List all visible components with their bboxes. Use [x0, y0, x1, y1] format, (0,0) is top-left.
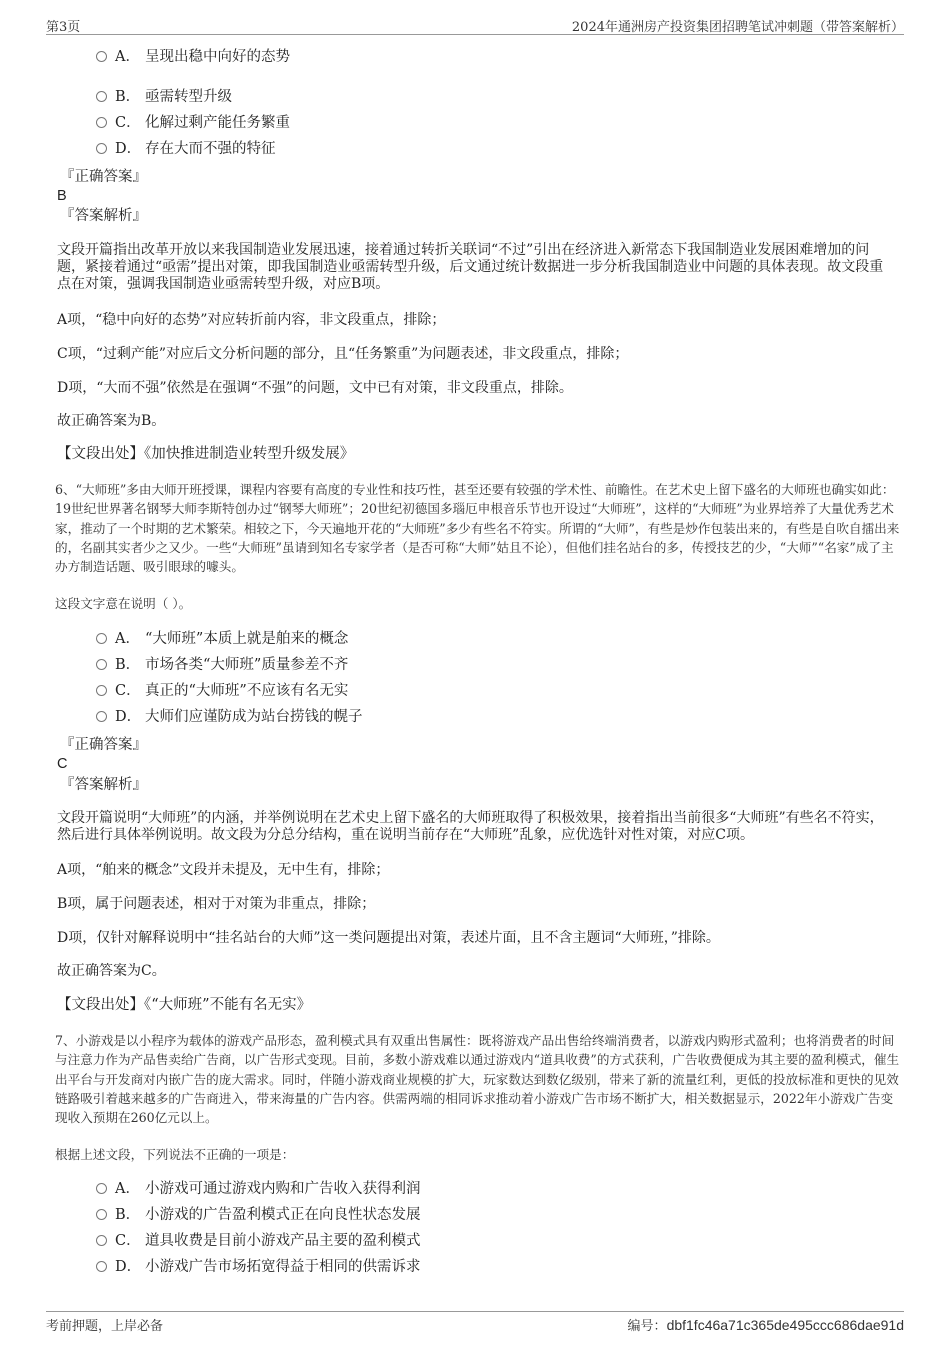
q5-option-c[interactable]: C． 化解过剩产能任务繁重 [96, 113, 290, 133]
q5-option-d[interactable]: D． 存在大而不强的特征 [96, 139, 276, 159]
radio-icon[interactable] [96, 51, 107, 62]
page-footer [46, 1311, 904, 1334]
radio-icon[interactable] [96, 659, 107, 670]
radio-icon[interactable] [96, 1235, 107, 1246]
page-header [46, 14, 904, 35]
q6-analysis-b: B项，属于问题表述，相对于对策为非重点，排除； [57, 896, 376, 912]
radio-icon[interactable] [96, 685, 107, 696]
footer-code-label: 编号： [627, 1319, 667, 1334]
q6-option-a[interactable]: A． “大师班”本质上就是舶来的概念 [96, 629, 348, 649]
q5-answer: B [57, 188, 67, 204]
document-title: 2024年通洲房产投资集团招聘笔试冲刺题（带答案解析） [571, 20, 904, 35]
radio-icon[interactable] [96, 633, 107, 644]
q6-option-d[interactable]: D． 大师们应谨防成为站台捞钱的幌子 [96, 707, 363, 727]
radio-icon[interactable] [96, 1209, 107, 1220]
q7-option-a[interactable]: A． 小游戏可通过游戏内购和广告收入获得利润 [96, 1179, 421, 1199]
q5-analysis-c: C项，“过剩产能”对应后文分析问题的部分，且“任务繁重”为问题表述，非文段重点，排除； [57, 346, 629, 362]
radio-icon[interactable] [96, 1183, 107, 1194]
q5-analysis-label: 『答案解析』 [60, 208, 147, 224]
q6-analysis-main: 文段开篇说明“大师班”的内涵，并举例说明在艺术史上留下盛名的大师班取得了积极效果，接着指出当前很多“大师班”有些名不符实，然后进行具体举例说明。故文段为分总分结构，重在说明当前存在“大师班”乱象，应优选针对性对策，对应C项。 [57, 810, 884, 843]
q7-stem: 7、小游戏是以小程序为载体的游戏产品形态，盈利模式具有双重出售属性：既将游戏产品出售给终端消费者，以游戏内购形式盈利；也将消费者的时间与注意力作为产品售卖给广告商，以广告形式变现。目前，多数小游戏难以通过游戏内“道具收费”的方式获利，广告收费便成为其主要的盈利模式，催生出平台与开发商对内嵌广告的庞大需求。同时，伴随小游戏商业规模的扩大，玩家数达到数亿级别，带来了新的流量红利，更低的投放标准和更快的见效链路吸引着越来越多的广告商进入，带来海量的广告内容。供需两端的相同诉求推动着小游戏广告市场不断扩大，相关数据显示，2022年小游戏广告变现收入预期在260亿元以上。 [55, 1033, 900, 1126]
q6-analysis-label: 『答案解析』 [60, 777, 147, 793]
q6-stem: 6、“大师班”多由大师开班授课，课程内容要有高度的专业性和技巧性，甚至还要有较强的学术性、前瞻性。在艺术史上留下盛名的大师班也确实如此：19世纪世界著名钢琴大师李斯特创办过“钢琴大师班”；20世纪初德国多瑙厄申根音乐节也开设过“大师班”，这样的“大师班”为业界培养了大量优秀艺术家，推动了一个时期的艺术繁荣。相较之下，今天遍地开花的“大师班”多少有些名不符实。所谓的“大师”，有些是炒作包装出来的，有些是自吹自擂出来的，名副其实者少之又少。一些“大师班”虽请到知名专家学者（是否可称“大师”姑且不论），但他们挂名站台的多，传授技艺的少，“大师”“名家”成了主办方制造话题、吸引眼球的噱头。 [55, 482, 900, 575]
footer-slogan: 考前押题，上岸必备 [46, 1319, 164, 1334]
q6-answer: C [57, 756, 68, 772]
q6-source: 【文段出处】《“大师班”不能有名无实》 [57, 997, 312, 1013]
q5-source: 【文段出处】《加快推进制造业转型升级发展》 [57, 446, 355, 462]
q6-analysis-a: A项，“舶来的概念”文段并未提及，无中生有，排除； [57, 862, 390, 878]
footer-code-value: dbf1fc46a71c365de495ccc686dae91d [666, 1317, 904, 1333]
q6-question: 这段文字意在说明（ ）。 [55, 596, 192, 611]
page-number: 第3页 [46, 20, 81, 35]
q7-question: 根据上述文段，下列说法不正确的一项是： [55, 1147, 295, 1162]
q6-analysis-d: D项，仅针对解释说明中“挂名站台的大师”这一类问题提出对策，表述片面，且不含主题词“大师班，”排除。 [57, 930, 720, 946]
q5-conclusion: 故正确答案为B。 [57, 413, 166, 429]
q6-conclusion: 故正确答案为C。 [57, 963, 166, 979]
q6-answer-label: 『正确答案』 [60, 737, 147, 753]
q5-option-b[interactable]: B． 亟需转型升级 [96, 87, 232, 107]
q5-option-a[interactable]: A． 呈现出稳中向好的态势 [96, 47, 290, 67]
q5-analysis-a: A项，“稳中向好的态势”对应转折前内容，非文段重点，排除； [57, 312, 446, 328]
q6-option-b[interactable]: B． 市场各类“大师班”质量参差不齐 [96, 655, 348, 675]
radio-icon[interactable] [96, 91, 107, 102]
q7-option-b[interactable]: B． 小游戏的广告盈利模式正在向良性状态发展 [96, 1205, 421, 1225]
radio-icon[interactable] [96, 1261, 107, 1272]
q5-analysis-main: 文段开篇指出改革开放以来我国制造业发展迅速，接着通过转折关联词“不过”引出在经济进入新常态下我国制造业发展困难增加的问题，紧接着通过“亟需”提出对策，即我国制造业亟需转型升级，后文通过统计数据进一步分析我国制造业中问题的具体表现。故文段重点在对策，强调我国制造业亟需转型升级，对应B项。 [57, 242, 884, 292]
radio-icon[interactable] [96, 711, 107, 722]
q7-option-c[interactable]: C． 道具收费是目前小游戏产品主要的盈利模式 [96, 1231, 421, 1251]
q5-answer-label: 『正确答案』 [60, 169, 147, 185]
footer-code [628, 1315, 904, 1334]
q7-option-d[interactable]: D． 小游戏广告市场拓宽得益于相同的供需诉求 [96, 1257, 421, 1277]
q5-analysis-d: D项，“大而不强”依然是在强调“不强”的问题，文中已有对策，非文段重点，排除。 [57, 380, 573, 396]
q6-option-c[interactable]: C． 真正的“大师班”不应该有名无实 [96, 681, 348, 701]
radio-icon[interactable] [96, 117, 107, 128]
radio-icon[interactable] [96, 143, 107, 154]
